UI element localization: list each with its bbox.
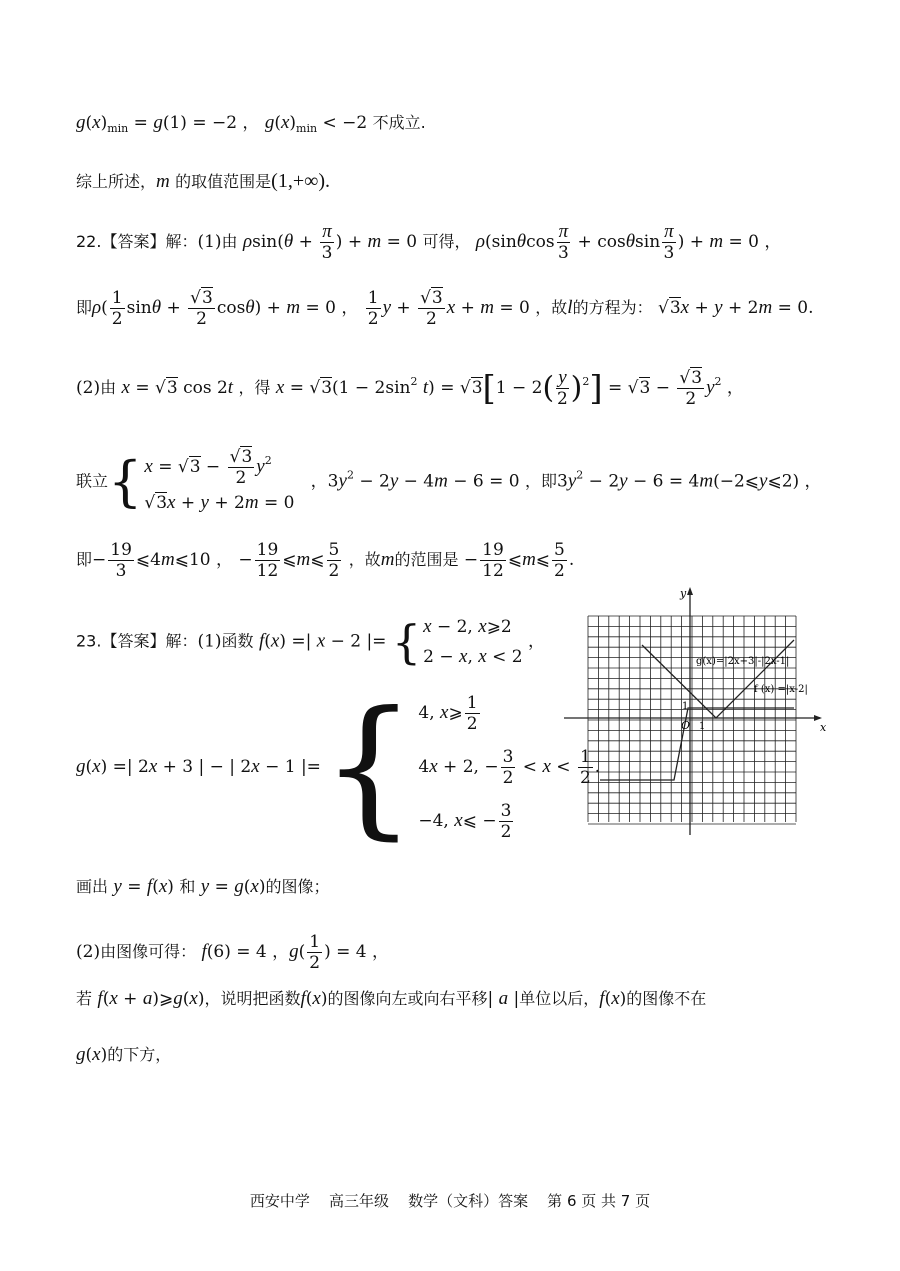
q23-label: 23.【答案】解：: [76, 631, 198, 651]
graph-grid: [588, 616, 796, 824]
q22-line-2: 即ρ( $\frac{1}{2}$ sinθ + $\frac{√3}{2}$ cosθ) + m = 0 ， $\frac{1}{2}$ y + $\frac{√3}{2}$ x + m = 0 ，故l的方程为： √3x + y + 2m = 0.: [76, 288, 814, 329]
f-label: f (x) =|x-2|: [754, 684, 808, 695]
line-2: 综上所述，m 的取值范围是(1,+∞).: [76, 170, 331, 192]
f-graph-line: [642, 640, 794, 718]
q22-line-5: 即− $\frac{19}{3}$ ⩽4m⩽10 ， − $\frac{19}{12}$ ⩽m⩽ $\frac{5}{2}$ ，故m的范围是 − $\frac{19}{12}$ ⩽m⩽ $\frac{5}{2}$ .: [76, 540, 575, 581]
q23-line-draw: 画出 y = f(x) 和 y = g(x)的图像；: [76, 876, 330, 897]
y-tick-1: 1: [682, 701, 689, 712]
footer-grade: 高三年级: [328, 1192, 389, 1210]
origin-label: O: [681, 719, 691, 732]
q22-label: 22.【答案】解：: [76, 232, 198, 251]
q23-line-3: 若 f(x + a)⩾g(x)，说明把函数f(x)的图像向左或向右平移| a |单位以后，f(x)的图像不在: [76, 988, 707, 1009]
x-tick-1: 1: [699, 721, 706, 732]
footer-subject: 数学（文科）答案: [408, 1192, 529, 1210]
q23-line-2: (2)由图像可得： f(6) = 4 ，g( $\frac{1}{2}$ ) = 4 ，: [76, 932, 390, 973]
footer-page: 第 6 页 共 7 页: [547, 1192, 651, 1210]
y-axis-arrow: [687, 587, 693, 595]
q22-line-3: (2)由 x = √3 cos 2t ，得 $x = √3(1 - 2\sin^2$ t) = √3[1 − 2( $\frac{y}{2}$ )$^2$] = √3 − $\frac{√3}{2}$ $y^2$ ，: [76, 367, 744, 409]
q23-g-def: g(x) =| 2x + 3 | − | 2x − 1 |={ 4, x⩾ $\frac{1}{2}$ 4x + 2, − $\frac{3}{2}$ < x < $\frac{1}{2}$ . −4, x⩽ − $\frac{3}{2}$: [76, 680, 601, 854]
conclusion-text: 不成立.: [372, 113, 426, 132]
footer-school: 西安中学: [249, 1192, 310, 1210]
g-label: g(x)=|2x+3|-|2x-1|: [696, 656, 790, 667]
q23-line-1: 23.【答案】解：(1)函数 f(x) =| x − 2 |= { x − 2, x⩾2 2 − x, x < 2 ，: [76, 615, 545, 669]
function-graph: [564, 585, 830, 835]
q22-line-4: 联立{ x = √3 − $\frac{√3}{2}$ $y^2$ √3x + y + 2m = 0 ，$3y^2 - 2y - 4m - 6 = 0$ ，即$3y^2 - 2y - 6$ = 4m(−2⩽y⩽2) ，: [76, 447, 822, 513]
y-axis-label: y: [680, 587, 687, 600]
x-axis-label: x: [820, 721, 827, 734]
q22-line-1: 22.【答案】解：(1)由 ρsin(θ + $\frac{\pi}{3}$ ) + m = 0 可得， ρ(sinθcos $\frac{\pi}{3}$ + cosθsin $\frac{\pi}{3}$ ) + m = 0 ，: [76, 221, 782, 263]
line-1: $g(x)_{min} = g(1) = -2$ ， $g(x)_{min} < -2$ 不成立.: [76, 112, 426, 135]
q23-line-4: g(x)的下方，: [76, 1044, 172, 1065]
page-footer: [0, 1190, 900, 1211]
